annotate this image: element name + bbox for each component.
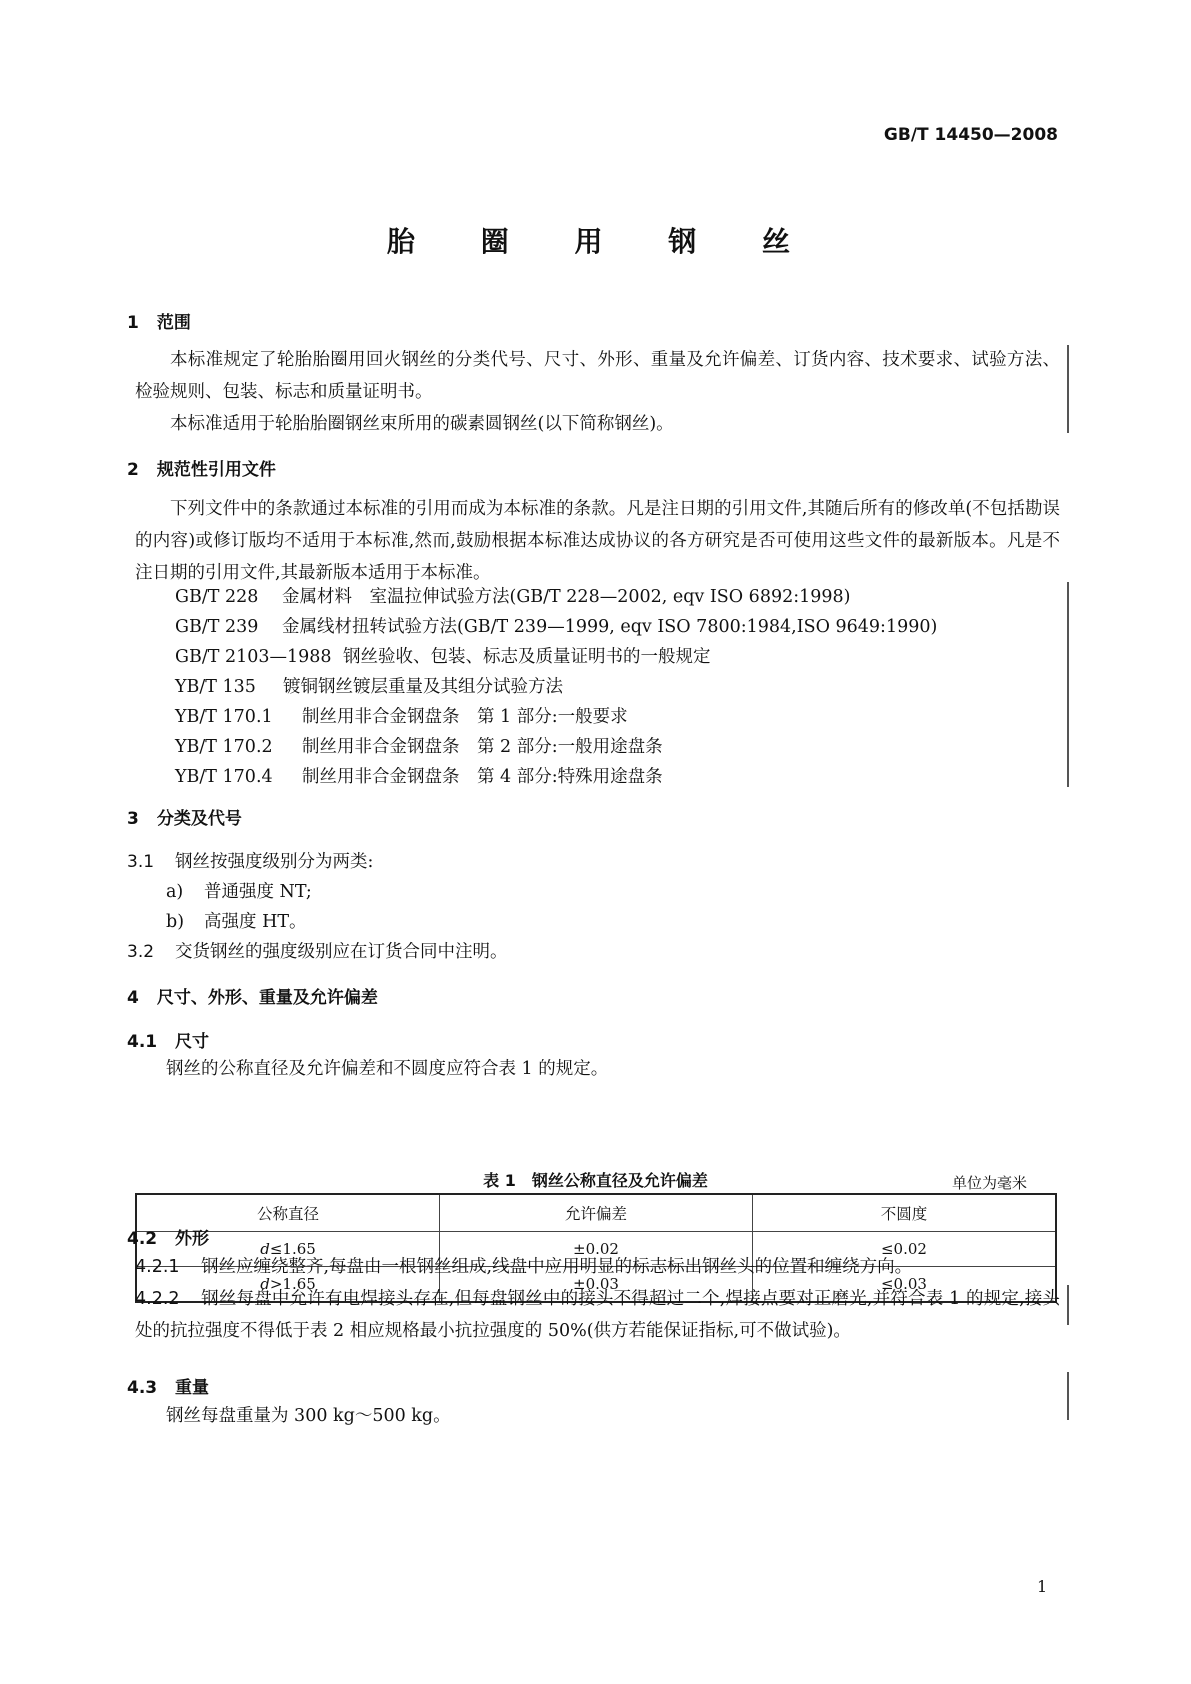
section-number: 2 [127, 460, 139, 480]
reference-code: GB/T 239 [175, 617, 259, 637]
list-label: a) [166, 882, 184, 902]
section-1-paragraph-2: 本标准适用于轮胎胎圈钢丝束所用的碳素圆钢丝(以下简称钢丝)。 [170, 414, 674, 434]
table-cell: ≤0.02 [752, 1232, 1056, 1267]
clause-title: 重量 [175, 1378, 209, 1398]
clause-number: 3.1 [127, 852, 155, 872]
table-caption: 表 1 钢丝公称直径及允许偏差 [483, 1171, 708, 1190]
table-header: 公称直径 [136, 1194, 440, 1232]
reference-item [175, 643, 711, 668]
standard-number: GB/T 14450—2008 [883, 125, 1058, 145]
section-number: 1 [127, 313, 139, 333]
clause-3-2 [127, 938, 508, 963]
reference-title: 镀铜钢丝镀层重量及其组分试验方法 [283, 677, 563, 697]
symbol-d: d [260, 1240, 270, 1258]
reference-title: 制丝用非合金钢盘条 第 2 部分:一般用途盘条 [302, 737, 663, 757]
reference-item [175, 703, 628, 728]
reference-code: YB/T 135 [175, 677, 256, 697]
document-title: 胎 圈 用 钢 丝 [387, 225, 818, 258]
section-4-heading [127, 983, 378, 1008]
section-3-heading [127, 804, 242, 829]
clause-number: 4.2 [127, 1229, 158, 1249]
section-title: 范围 [156, 313, 191, 333]
reference-item [175, 733, 663, 758]
clause-4-3-text: 钢丝每盘重量为 300 kg～500 kg。 [166, 1406, 451, 1426]
section-1-heading [127, 308, 191, 333]
table-cell: ±0.03 [440, 1267, 753, 1303]
table-header-row [136, 1194, 1056, 1232]
list-text: 高强度 HT。 [204, 912, 307, 932]
clause-text: 钢丝每盘中允许有电焊接头存在,但每盘钢丝中的接头不得超过二个,焊接点要对正磨光,并符合表 1 的规定,接头处的抗拉强度不得低于表 2 相应规格最小抗拉强度的 50%(供方若能保证指标,可不做试验)。 [135, 1289, 1060, 1341]
reference-code: YB/T 170.4 [175, 767, 273, 787]
reference-code: YB/T 170.2 [175, 737, 273, 757]
reference-item [175, 613, 937, 638]
clause-text: 钢丝应缠绕整齐,每盘由一根钢丝组成,线盘中应用明显的标志标出钢丝头的位置和缠绕方向。 [201, 1257, 913, 1277]
table-unit: 单位为毫米 [952, 1174, 1028, 1192]
list-label: b) [166, 912, 185, 932]
table-cell: ±0.02 [440, 1232, 753, 1267]
reference-code: GB/T 228 [175, 587, 259, 607]
reference-title: 制丝用非合金钢盘条 第 4 部分:特殊用途盘条 [302, 767, 663, 787]
reference-title: 钢丝验收、包装、标志及质量证明书的一般规定 [343, 647, 711, 667]
table-header: 不圆度 [752, 1194, 1056, 1232]
clause-4-1-heading [127, 1027, 209, 1052]
change-bar [1067, 1285, 1069, 1325]
clause-number: 4.3 [127, 1378, 158, 1398]
page-number: 1 [1037, 1577, 1048, 1596]
symbol-d: d [260, 1275, 270, 1293]
table-cell: ≤0.03 [752, 1267, 1056, 1303]
list-item-b [166, 908, 307, 933]
clause-number: 4.2.1 [135, 1257, 180, 1277]
clause-text: 交货钢丝的强度级别应在订货合同中注明。 [175, 942, 508, 962]
value: ≤1.65 [269, 1240, 316, 1258]
clause-number: 4.2.2 [135, 1289, 180, 1309]
value: >1.65 [269, 1275, 316, 1293]
clause-4-2-2 [135, 1283, 1060, 1347]
section-number: 4 [127, 988, 139, 1008]
section-title: 分类及代号 [156, 809, 242, 829]
section-2-heading [127, 455, 276, 480]
clause-number: 4.1 [127, 1032, 158, 1052]
section-2-paragraph: 下列文件中的条款通过本标准的引用而成为本标准的条款。凡是注日期的引用文件,其随后所有的修改单(不包括勘误的内容)或修订版均不适用于本标准,然而,鼓励根据本标准达成协议的各方研究是否可使用这些文件的最新版本。凡是不注日期的引用文件,其最新版本适用于本标准。 [135, 499, 1060, 583]
section-title: 尺寸、外形、重量及允许偏差 [156, 988, 378, 1008]
reference-item [175, 583, 850, 608]
change-bar [1067, 1372, 1069, 1420]
clause-4-3-heading [127, 1373, 209, 1398]
change-bar [1067, 345, 1069, 433]
change-bar [1067, 582, 1069, 787]
clause-number: 3.2 [127, 942, 155, 962]
reference-title: 制丝用非合金钢盘条 第 1 部分:一般要求 [302, 707, 628, 727]
clause-4-2-heading [127, 1224, 209, 1249]
clause-title: 外形 [175, 1229, 209, 1249]
clause-4-1-text: 钢丝的公称直径及允许偏差和不圆度应符合表 1 的规定。 [166, 1059, 609, 1079]
section-number: 3 [127, 809, 139, 829]
list-text: 普通强度 NT; [204, 882, 312, 902]
table-header: 允许偏差 [440, 1194, 753, 1232]
section-1-paragraph-1: 本标准规定了轮胎胎圈用回火钢丝的分类代号、尺寸、外形、重量及允许偏差、订货内容、技术要求、试验方法、检验规则、包装、标志和质量证明书。 [135, 350, 1060, 402]
list-item-a [166, 878, 312, 903]
reference-title: 金属线材扭转试验方法(GB/T 239—1999, eqv ISO 7800:1984,ISO 9649:1990) [282, 617, 938, 637]
clause-title: 尺寸 [175, 1032, 209, 1052]
reference-item [175, 673, 563, 698]
reference-code: YB/T 170.1 [175, 707, 273, 727]
clause-text: 钢丝按强度级别分为两类: [175, 852, 374, 872]
section-title: 规范性引用文件 [156, 460, 276, 480]
reference-item [175, 763, 663, 788]
reference-code: GB/T 2103—1988 [175, 647, 332, 667]
clause-3-1 [127, 848, 373, 873]
reference-title: 金属材料 室温拉伸试验方法(GB/T 228—2002, eqv ISO 6892:1998) [282, 587, 851, 607]
clause-4-2-1 [135, 1251, 1060, 1283]
